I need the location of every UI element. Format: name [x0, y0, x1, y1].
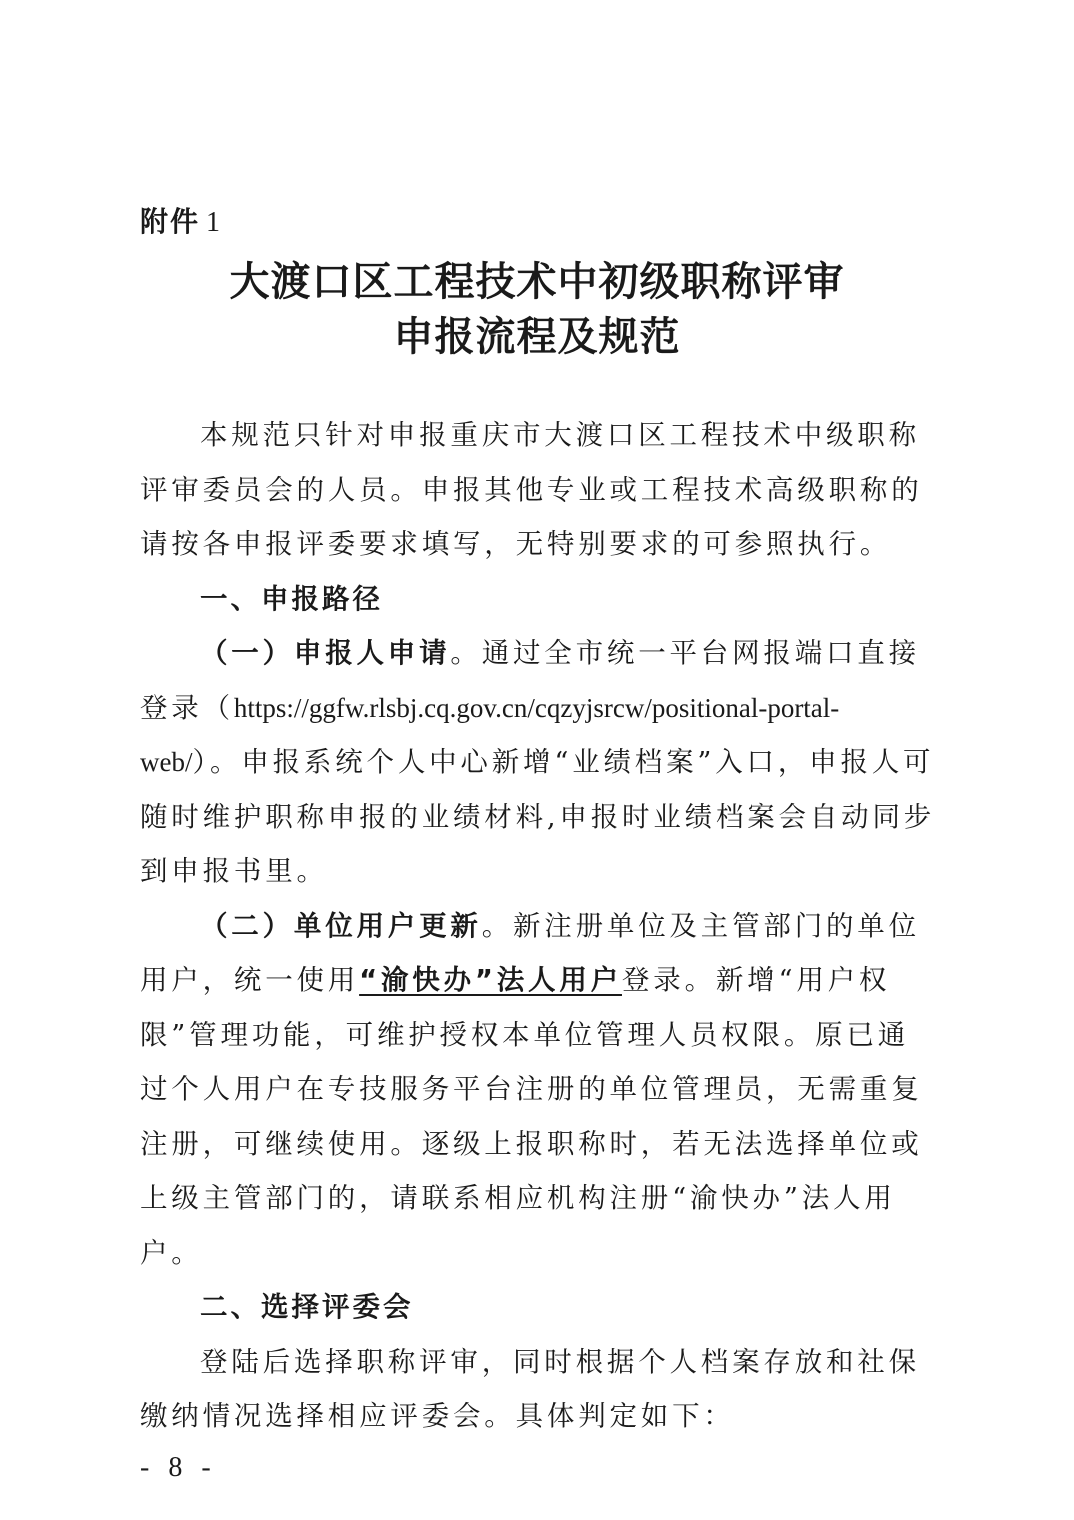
attachment-label-text: 附件 — [140, 205, 201, 238]
attachment-number: 1 — [206, 207, 223, 238]
document-body — [140, 408, 940, 1444]
section2-paragraph1: 登陆后选择职称评审，同时根据个人档案存放和社保缴纳情况选择相应评委会。具体判定如下： — [140, 1345, 920, 1432]
page-number: - 8 - — [140, 1452, 217, 1483]
document-title-line2: 申报流程及规范 — [393, 313, 681, 360]
document-title-line1: 大渡口区工程技术中初级职称评审 — [229, 258, 845, 305]
intro-paragraph: 本规范只针对申报重庆市大渡口区工程技术中级职称评审委员会的人员。申报其他专业或工程技术高级职称的请按各申报评委要求填写，无特别要求的可参照执行。 — [140, 419, 923, 560]
section1-paragraph2 — [140, 899, 940, 1281]
section1-p2-text-a: 。新注册单位及主管部门的单位用户，统一使用 — [140, 909, 920, 996]
section1-p1-lead: （一）申报人申请 — [200, 637, 451, 669]
section2-heading: 二、选择评委会 — [200, 1291, 414, 1323]
section1-p2-lead: （二）单位用户更新 — [200, 909, 482, 942]
section1-p1-text-a: 。通过全市统一平台网报端口直接登录（ — [140, 637, 920, 724]
section1-paragraph1 — [140, 626, 940, 899]
portal-url-link[interactable]: https://ggfw.rlsbj.cq.gov.cn/cqzyjsrcw/positional-portal-web/ — [140, 692, 840, 777]
section1-p2-text-b: 登录。新增“用户权限”管理功能，可维护授权本单位管理人员权限。原已通过个人用户在专技服务平台注册的单位管理员，无需重复注册，可继续使用。逐级上报职称时，若无法选择单位或上级主管部门的，请联系相应机构注册“渝快办”法人用户。 — [140, 964, 923, 1269]
attachment-label — [140, 200, 222, 240]
section1-heading: 一、申报路径 — [200, 582, 383, 615]
section1-p1-text-b: ）。申报系统个人中心新增“业绩档案”入口，申报人可随时维护职称申报的业绩材料,申报时业绩档案会自动同步到申报书里。 — [140, 746, 936, 887]
yukuaiban-legal-user: “渝快办”法人用户 — [359, 964, 622, 996]
